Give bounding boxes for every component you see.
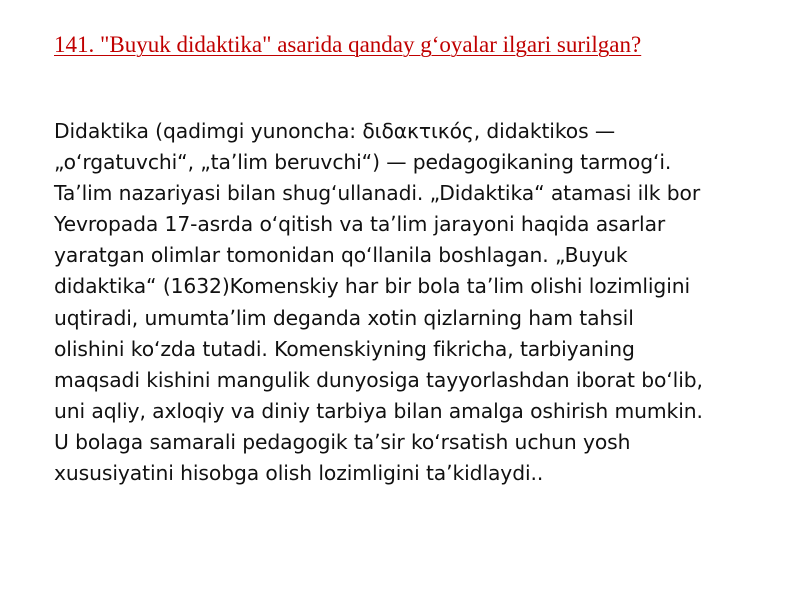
- body-line: xususiyatini hisobga olish lozimligini taʼkidlaydi..: [54, 461, 544, 486]
- body-line: U bolaga samarali pedagogik taʼsir koʻrsatish uchun yosh: [54, 429, 631, 454]
- body-line: didaktika“ (1632)Komenskiy har bir bola taʼlim olishi lozimligini: [54, 274, 691, 299]
- body-line: yaratgan olimlar tomonidan qoʻllanila boshlagan. „Buyuk: [54, 243, 628, 268]
- body-line: „oʻrgatuvchi“, „taʼlim beruvchi“) — pedagogikaning tarmogʻi.: [54, 150, 672, 175]
- body-line: Taʼlim nazariyasi bilan shugʻullanadi. „Didaktika“ atamasi ilk bor: [54, 181, 701, 206]
- body-line: Yevropada 17-asrda oʻqitish va taʼlim jarayoni haqida asarlar: [54, 212, 666, 237]
- body-line: uqtiradi, umumtaʼlim deganda xotin qizlarning ham tahsil: [54, 305, 634, 330]
- slide-title: 141. "Buyuk didaktika" asarida qanday g‘oyalar ilgari surilgan?: [54, 32, 642, 57]
- body-line: maqsadi kishini mangulik dunyosiga tayyorlashdan iborat boʻlib,: [54, 367, 703, 392]
- body-line: Didaktika (qadimgi yunoncha: διδακτικός, didaktikos —: [54, 119, 616, 143]
- slide-body: [54, 116, 754, 489]
- body-line: uni aqliy, axloqiy va diniy tarbiya bilan amalga oshirish mumkin.: [54, 398, 703, 423]
- body-line: olishini koʻzda tutadi. Komenskiyning fikricha, tarbiyaning: [54, 336, 635, 361]
